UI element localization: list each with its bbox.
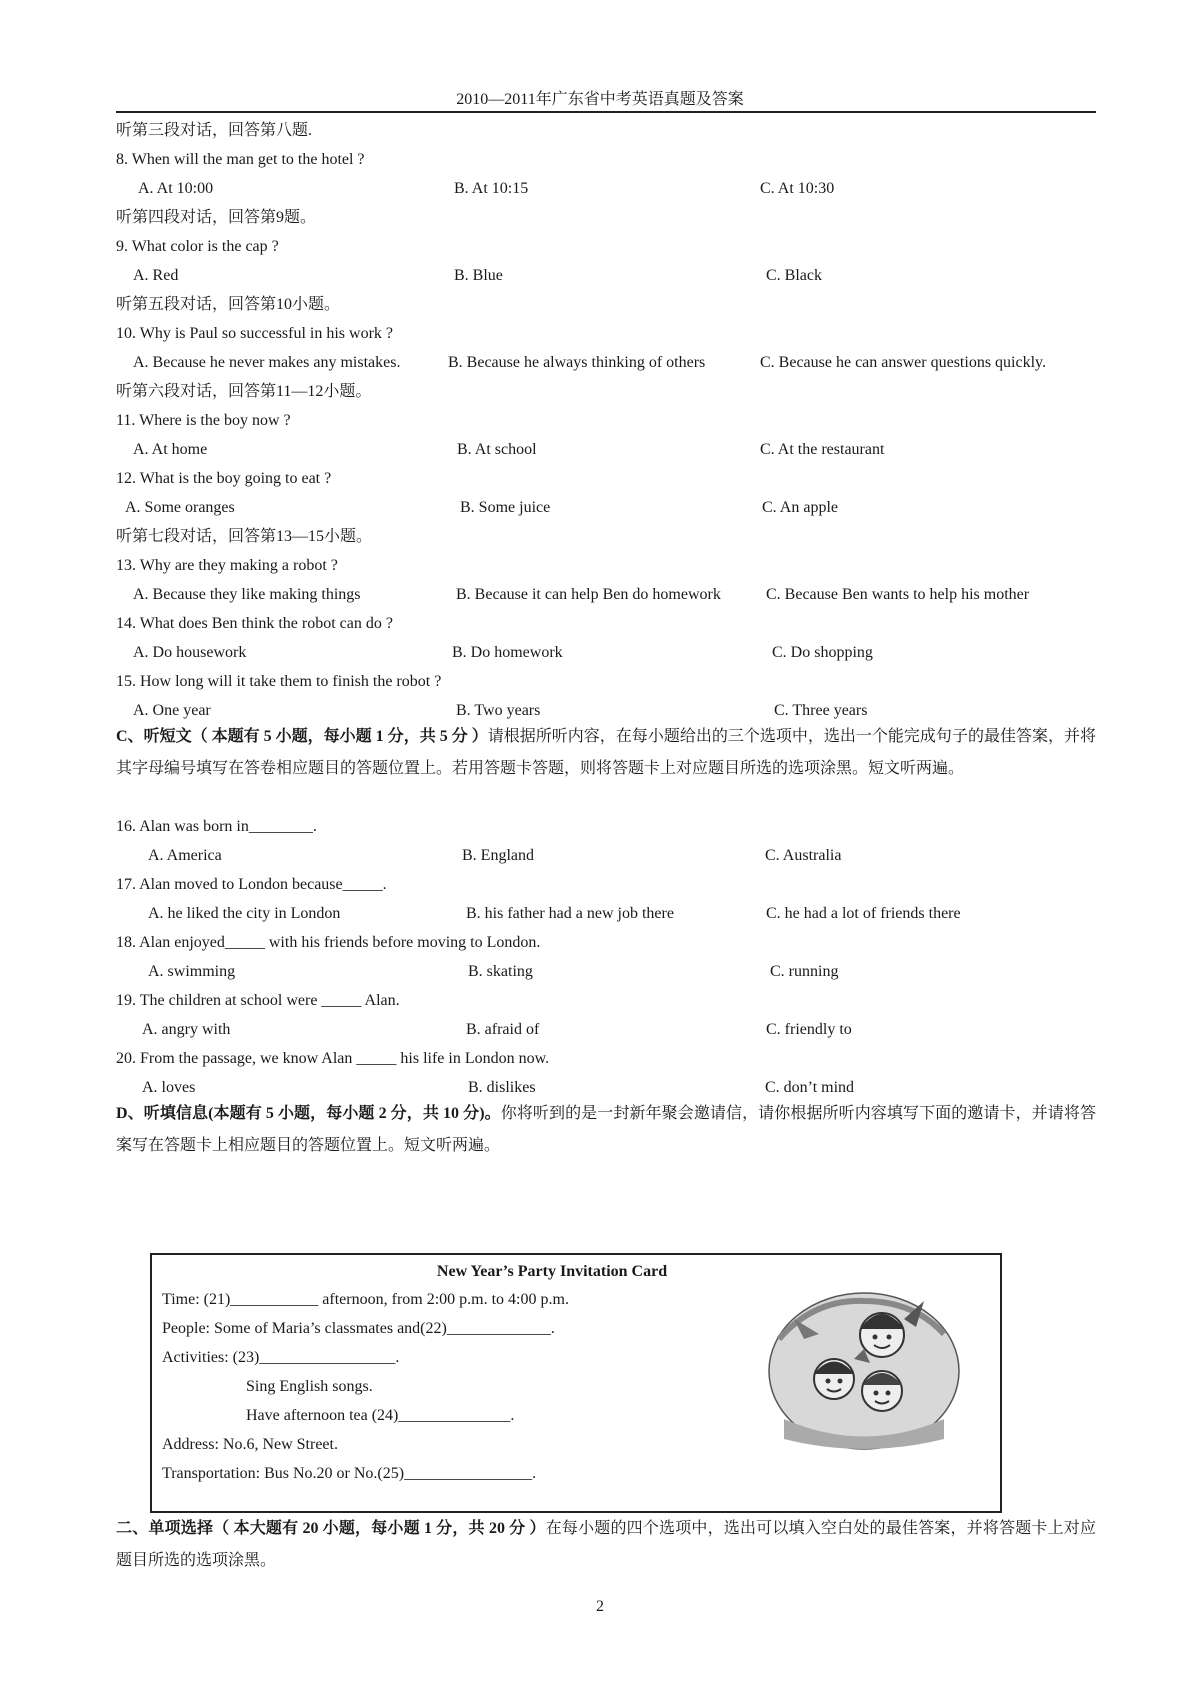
card-sing: Sing English songs. xyxy=(246,1378,373,1395)
option-b: B. At school xyxy=(457,441,537,458)
option-b: B. Because he always thinking of others xyxy=(448,354,706,371)
option-c: C. don’t mind xyxy=(765,1079,855,1096)
question-11: 11. Where is the boy now ? xyxy=(116,412,291,429)
option-a: A. Do housework xyxy=(133,644,247,661)
card-transport: Transportation: Bus No.20 or No.(25)________________. xyxy=(162,1465,537,1482)
part-c-heading: C、听短文（ 本题有 5 小题，每小题 1 分，共 5 分 ） xyxy=(116,728,488,745)
page-header-title: 2010—2011年广东省中考英语真题及答案 xyxy=(456,91,744,108)
option-c: C. At 10:30 xyxy=(760,180,835,197)
option-a: A. Red xyxy=(133,267,179,284)
option-c: C. friendly to xyxy=(766,1021,852,1038)
option-c: C. Do shopping xyxy=(772,644,873,661)
option-b: B. skating xyxy=(468,963,533,980)
option-c: C. he had a lot of friends there xyxy=(766,905,961,922)
question-14: 14. What does Ben think the robot can do ? xyxy=(116,615,393,632)
option-c: C. Because he can answer questions quickly. xyxy=(760,354,1046,371)
option-b: B. At 10:15 xyxy=(454,180,529,197)
section-intro: 听第五段对话，回答第10小题。 xyxy=(116,296,341,313)
option-b: B. Some juice xyxy=(460,499,551,516)
option-a: A. he liked the city in London xyxy=(148,905,341,922)
section-intro: 听第七段对话，回答第13—15小题。 xyxy=(116,528,373,545)
party-children-illustration xyxy=(764,1279,964,1455)
option-b: B. afraid of xyxy=(466,1021,540,1038)
section-intro: 听第三段对话，回答第八题. xyxy=(116,122,313,139)
card-people: People: Some of Maria’s classmates and(22)_____________. xyxy=(162,1320,555,1337)
question-10: 10. Why is Paul so successful in his work ? xyxy=(116,325,394,342)
question-12: 12. What is the boy going to eat ? xyxy=(116,470,332,487)
part-c-instructions xyxy=(116,721,1096,785)
question-8: 8. When will the man get to the hotel ? xyxy=(116,151,365,168)
option-b: B. Two years xyxy=(456,702,541,719)
section-intro: 听第四段对话，回答第9题。 xyxy=(116,209,317,226)
part-2-heading: 二、单项选择（ 本大题有 20 小题，每小题 1 分，共 20 分 ） xyxy=(116,1520,546,1537)
option-c: C. Black xyxy=(766,267,822,284)
option-c: C. An apple xyxy=(762,499,838,516)
option-c: C. At the restaurant xyxy=(760,441,885,458)
card-activities: Activities: (23)_________________. xyxy=(162,1349,400,1366)
option-b: B. Do homework xyxy=(452,644,563,661)
invitation-card xyxy=(150,1253,1002,1513)
option-a: A. At 10:00 xyxy=(138,180,214,197)
card-time: Time: (21)___________ afternoon, from 2:00 p.m. to 4:00 p.m. xyxy=(162,1291,569,1308)
question-9: 9. What color is the cap ? xyxy=(116,238,279,255)
option-a: A. loves xyxy=(142,1079,196,1096)
question-19: 19. The children at school were _____ Alan. xyxy=(116,992,400,1009)
question-20: 20. From the passage, we know Alan _____ his life in London now. xyxy=(116,1050,550,1067)
question-13: 13. Why are they making a robot ? xyxy=(116,557,338,574)
option-a: A. America xyxy=(148,847,222,864)
question-16: 16. Alan was born in________. xyxy=(116,818,317,835)
part-d-heading: D、听填信息(本题有 5 小题，每小题 2 分，共 10 分)。 xyxy=(116,1105,501,1122)
header-rule xyxy=(116,111,1096,113)
part-d-instructions xyxy=(116,1098,1096,1162)
card-address: Address: No.6, New Street. xyxy=(162,1436,338,1453)
card-title: New Year’s Party Invitation Card xyxy=(436,1263,668,1280)
option-c: C. running xyxy=(770,963,839,980)
option-a: A. Because he never makes any mistakes. xyxy=(133,354,401,371)
option-b: B. England xyxy=(462,847,534,864)
option-a: A. Some oranges xyxy=(125,499,235,516)
option-b: B. Blue xyxy=(454,267,503,284)
option-a: A. swimming xyxy=(148,963,236,980)
option-b: B. Because it can help Ben do homework xyxy=(456,586,721,603)
option-a: A. Because they like making things xyxy=(133,586,361,603)
page-number: 2 xyxy=(596,1598,604,1615)
option-b: B. dislikes xyxy=(468,1079,536,1096)
part-2-text: 在每小题的四个选项中，选出可以填入空白处的最佳答案，并将答题卡上对应题目所选的选项涂黑。 xyxy=(116,1520,1096,1569)
part-d-text: 你将听到的是一封新年聚会邀请信，请你根据所听内容填写下面的邀请卡，并请将答案写在答题卡上相应题目的答题位置上。短文听两遍。 xyxy=(116,1105,1096,1154)
part-2-instructions xyxy=(116,1513,1096,1577)
option-b: B. his father had a new job there xyxy=(466,905,674,922)
option-c: C. Australia xyxy=(765,847,842,864)
question-15: 15. How long will it take them to finish the robot ? xyxy=(116,673,442,690)
option-c: C. Three years xyxy=(774,702,868,719)
section-intro: 听第六段对话，回答第11—12小题。 xyxy=(116,383,372,400)
option-a: A. angry with xyxy=(142,1021,231,1038)
question-17: 17. Alan moved to London because_____. xyxy=(116,876,387,893)
option-a: A. One year xyxy=(133,702,211,719)
question-18: 18. Alan enjoyed_____ with his friends before moving to London. xyxy=(116,934,541,951)
card-tea: Have afternoon tea (24)______________. xyxy=(246,1407,515,1424)
option-c: C. Because Ben wants to help his mother xyxy=(766,586,1030,603)
part-c-text: 请根据所听内容，在每小题给出的三个选项中，选出一个能完成句子的最佳答案，并将其字母编号填写在答卷相应题目的答题位置上。若用答题卡答题，则将答题卡上对应题目所选的选项涂黑。短文听两遍。 xyxy=(116,728,1096,777)
option-a: A. At home xyxy=(133,441,208,458)
